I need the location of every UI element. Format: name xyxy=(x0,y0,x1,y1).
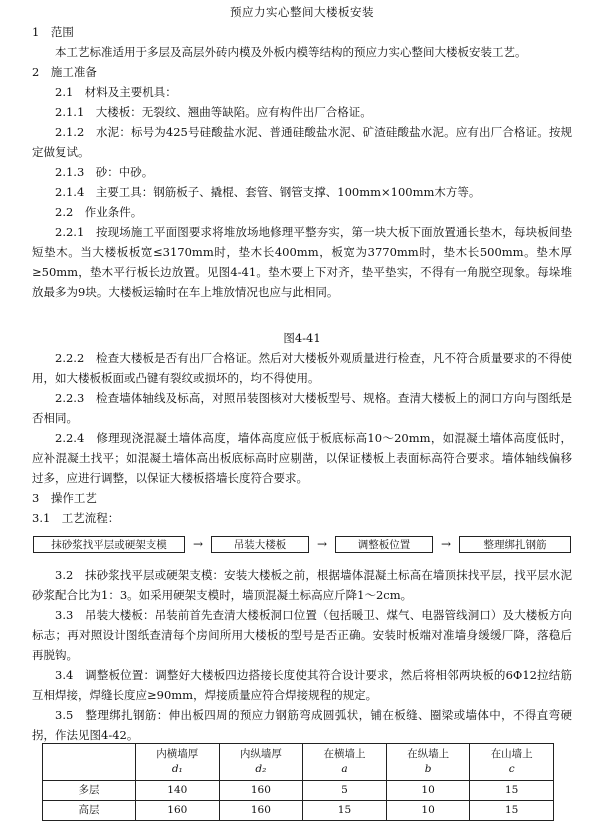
table-header-cell xyxy=(43,744,136,781)
header-symbol: c xyxy=(508,763,515,775)
clause-2-2-1: 2.2.1 按现场施工平面图要求将堆放场地修理平整夯实，第一块大板下面放置通长垫木，每块板间垫短垫木。当大楼板板宽≤3170mm时，垫木长400mm，板宽为3770mm时，垫木长500mm。垫木厚≥50mm，垫木平行板长边放置。见图4-41。垫木要上下对齐，垫平垫实，不得有一角脱空现象。每垛堆放最多为9块。大楼板运输时在车上堆放情况也应与此相同。 xyxy=(32,225,572,299)
clause-2-2-2: 2.2.2 检查大楼板是否有出厂合格证。然后对大楼板外观质量进行检查，凡不符合质量要求的不得使用，如大楼板板面或凸键有裂纹或损坏的，均不得使用。 xyxy=(32,351,572,385)
document-page xyxy=(32,0,572,745)
header-symbol: b xyxy=(424,763,432,775)
header-symbol: a xyxy=(341,763,348,775)
support-length-table xyxy=(42,743,554,821)
flow-step-3: 调整板位置 xyxy=(335,536,433,553)
header-label: 在山墙上 xyxy=(490,748,533,760)
clause-2-1-4: 2.1.4 主要工具：钢筋板子、撬棍、套管、钢管支撑、100mm×100mm木方等。 xyxy=(55,185,481,199)
clause-2-1-2: 2.1.2 水泥：标号为425号硅酸盐水泥、普通硅酸盐水泥、矿渣硅酸盐水泥。应有出厂合格证。按规定做复试。 xyxy=(32,125,572,159)
process-flow xyxy=(32,533,572,555)
header-symbol: d₁ xyxy=(171,763,183,775)
header-symbol: d₂ xyxy=(255,763,267,775)
table-row xyxy=(43,801,554,821)
table-header-cell xyxy=(219,744,303,781)
flow-arrow-3: → xyxy=(440,537,452,551)
table-cell: 160 xyxy=(219,801,303,821)
document-title: 预应力实心整间大楼板安装 xyxy=(230,5,374,19)
clause-2-2: 2.2 作业条件。 xyxy=(55,205,143,219)
table-cell: 15 xyxy=(470,781,554,801)
table-header-row xyxy=(43,744,554,781)
header-label: 在横墙上 xyxy=(323,748,366,760)
header-label: 内纵墙厚 xyxy=(239,748,282,760)
section-1-heading: 1 范围 xyxy=(32,25,74,39)
section-2-heading: 2 施工准备 xyxy=(32,65,97,79)
clause-3-2: 3.2 抹砂浆找平层或硬架支模：安装大楼板之前，根据墙体混凝土标高在墙顶抹找平层，找平层水泥砂浆配合比为1：3。如采用硬架支模时，墙顶混凝土标高应斤降1～2cm。 xyxy=(32,568,572,602)
table-header-cell xyxy=(303,744,387,781)
table-cell: 15 xyxy=(303,801,387,821)
flow-step-2: 吊装大楼板 xyxy=(211,536,309,553)
table-cell: 140 xyxy=(136,781,220,801)
table-cell: 160 xyxy=(219,781,303,801)
table-cell: 10 xyxy=(386,781,470,801)
table-cell: 5 xyxy=(303,781,387,801)
header-label: 在纵墙上 xyxy=(407,748,450,760)
clause-2-2-3: 2.2.3 检查墙体轴线及标高，对照吊装图核对大楼板型号、规格。查清大楼板上的洞口方向与图纸是否相同。 xyxy=(32,391,572,425)
table-row xyxy=(43,781,554,801)
clause-3-5: 3.5 整理绑扎钢筋：伸出板四周的预应力钢筋弯成圆弧状，铺在板缝、圈梁或墙体中，不得直弯硬拐，作法见图4-42。 xyxy=(32,708,572,742)
table-cell: 10 xyxy=(386,801,470,821)
clause-3-3: 3.3 吊装大楼板：吊装前首先查清大楼板洞口位置（包括暖卫、煤气、电器管线洞口）及大楼板方向标志；再对照设计图纸查清每个房间所用大楼板的型号是否正确。安装时板端对准墙身缓缓厂降，落稳后再脱钩。 xyxy=(32,608,572,662)
table-cell: 160 xyxy=(136,801,220,821)
figure-caption: 图4-41 xyxy=(283,331,321,345)
table-cell: 高层 xyxy=(43,801,136,821)
flow-step-4: 整理绑扎钢筋 xyxy=(459,536,571,553)
flow-step-1: 抹砂浆找平层或硬架支模 xyxy=(33,536,185,553)
clause-2-1-3: 2.1.3 砂：中砂。 xyxy=(55,165,154,179)
clause-3-4: 3.4 调整板位置：调整好大楼板四边搭接长度使其符合设计要求，然后将相邻两块板的6Φ12拉结筋互相焊接，焊缝长度应≥90mm，焊接质量应符合焊接规程的规定。 xyxy=(32,668,572,702)
flow-arrow-2: → xyxy=(316,537,328,551)
clause-2-2-4: 2.2.4 修理现浇混凝土墙体高度，墙体高度应低于板底标高10～20mm，如混凝土墙体高度低时，应补混凝土找平；如混凝土墙体高出板底标高时应剔凿，以保证楼板上表面标高符合要求。墙体轴线偏移过多，应进行调整，以保证大楼板搭墙长度符合要求。 xyxy=(32,431,572,485)
section-3-heading: 3 操作工艺 xyxy=(32,491,97,505)
clause-3-1: 3.1 工艺流程： xyxy=(32,511,120,525)
table-header-cell xyxy=(470,744,554,781)
section-1-text: 本工艺标准适用于多层及高层外砖内模及外板内模等结构的预应力实心整间大楼板安装工艺。 xyxy=(55,45,527,59)
table-cell: 15 xyxy=(470,801,554,821)
header-label: 内横墙厚 xyxy=(156,748,199,760)
clause-2-1: 2.1 材料及主要机具： xyxy=(55,85,177,99)
table-header-cell xyxy=(136,744,220,781)
table-header-cell xyxy=(386,744,470,781)
flow-arrow-1: → xyxy=(192,537,204,551)
clause-2-1-1: 2.1.1 大楼板：无裂纹、翘曲等缺陷。应有构件出厂合格证。 xyxy=(55,105,372,119)
table-cell: 多层 xyxy=(43,781,136,801)
